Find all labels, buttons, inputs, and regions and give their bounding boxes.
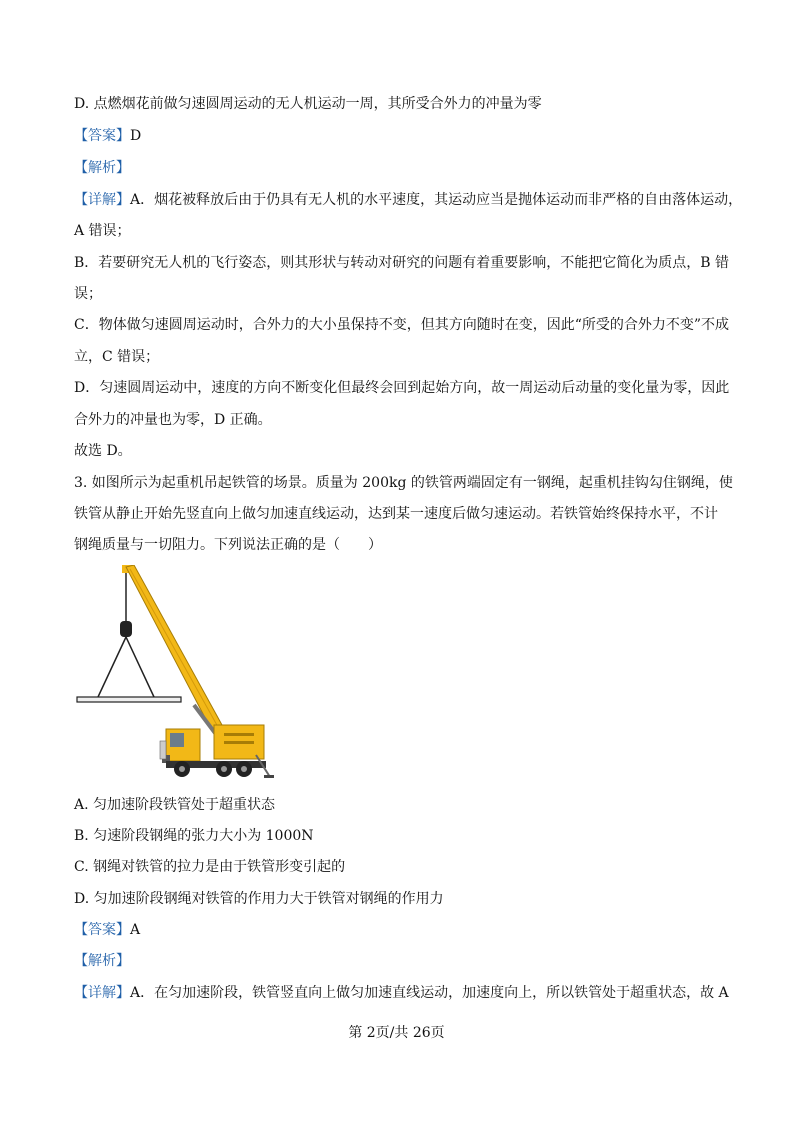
crane-figure: [74, 565, 274, 780]
analysis-label-1: 【解析】: [74, 160, 130, 176]
detail-text: A．在匀加速阶段，铁管竖直向上做匀加速直线运动，加速度向上，所以铁管处于超重状态，故 A: [130, 985, 729, 1001]
question-3-line-2: 铁管从静止开始先竖直向上做匀加速直线运动，达到某一速度后做匀速运动。若铁管始终保持水平，不计: [74, 506, 718, 522]
option-d-prev: D. 点燃烟花前做匀速圆周运动的无人机运动一周，其所受合外力的冲量为零: [74, 96, 542, 112]
answer-value: D: [130, 128, 142, 144]
text-line-7: 误；: [74, 286, 102, 302]
answer-line-2: [74, 920, 140, 940]
question-3-line-3: 钢绳质量与一切阻力。下列说法正确的是（ ）: [74, 537, 382, 553]
text-line-12: 故选 D。: [74, 443, 132, 459]
text-line-10: D．匀速圆周运动中，速度的方向不断变化但最终会回到起始方向，故一周运动后动量的变化量为零，因此: [74, 380, 730, 396]
crane-lifting-pipe-illustration: [74, 565, 274, 780]
detail-label: 【详解】: [74, 192, 130, 208]
answer-line-1: [74, 126, 141, 146]
text-line-9: 立，C 错误；: [74, 349, 160, 365]
detail-line-b: [74, 983, 729, 1003]
question-3-line-1: 3. 如图所示为起重机吊起铁管的场景。质量为 200kg 的铁管两端固定有一钢绳，起重机挂钩勾住钢绳，使: [74, 475, 733, 491]
option-b: B. 匀速阶段钢绳的张力大小为 1000N: [74, 828, 314, 844]
answer-value: A: [130, 922, 141, 938]
text-line-6: B．若要研究无人机的飞行姿态，则其形状与转动对研究的问题有着重要影响，不能把它简化为质点，B 错: [74, 255, 730, 271]
text-line-5: A 错误；: [74, 223, 131, 239]
detail-line-a: [74, 190, 742, 210]
detail-text: A．烟花被释放后由于仍具有无人机的水平速度，其运动应当是抛体运动而非严格的自由落体运动，: [130, 192, 743, 208]
option-d: D. 匀加速阶段钢绳对铁管的作用力大于铁管对钢绳的作用力: [74, 891, 444, 907]
text-line-8: C．物体做匀速圆周运动时，合外力的大小虽保持不变，但其方向随时在变，因此“所受的合外力不变”不成: [74, 317, 730, 333]
analysis-label-2: 【解析】: [74, 953, 130, 969]
option-a: A. 匀加速阶段铁管处于超重状态: [74, 797, 276, 813]
option-c: C. 钢绳对铁管的拉力是由于铁管形变引起的: [74, 859, 346, 875]
page-footer: 第 2页/共 26页: [348, 1025, 445, 1041]
answer-label: 【答案】: [74, 922, 130, 938]
detail-label: 【详解】: [74, 985, 130, 1001]
answer-label: 【答案】: [74, 128, 130, 144]
text-line-11: 合外力的冲量也为零，D 正确。: [74, 412, 272, 428]
